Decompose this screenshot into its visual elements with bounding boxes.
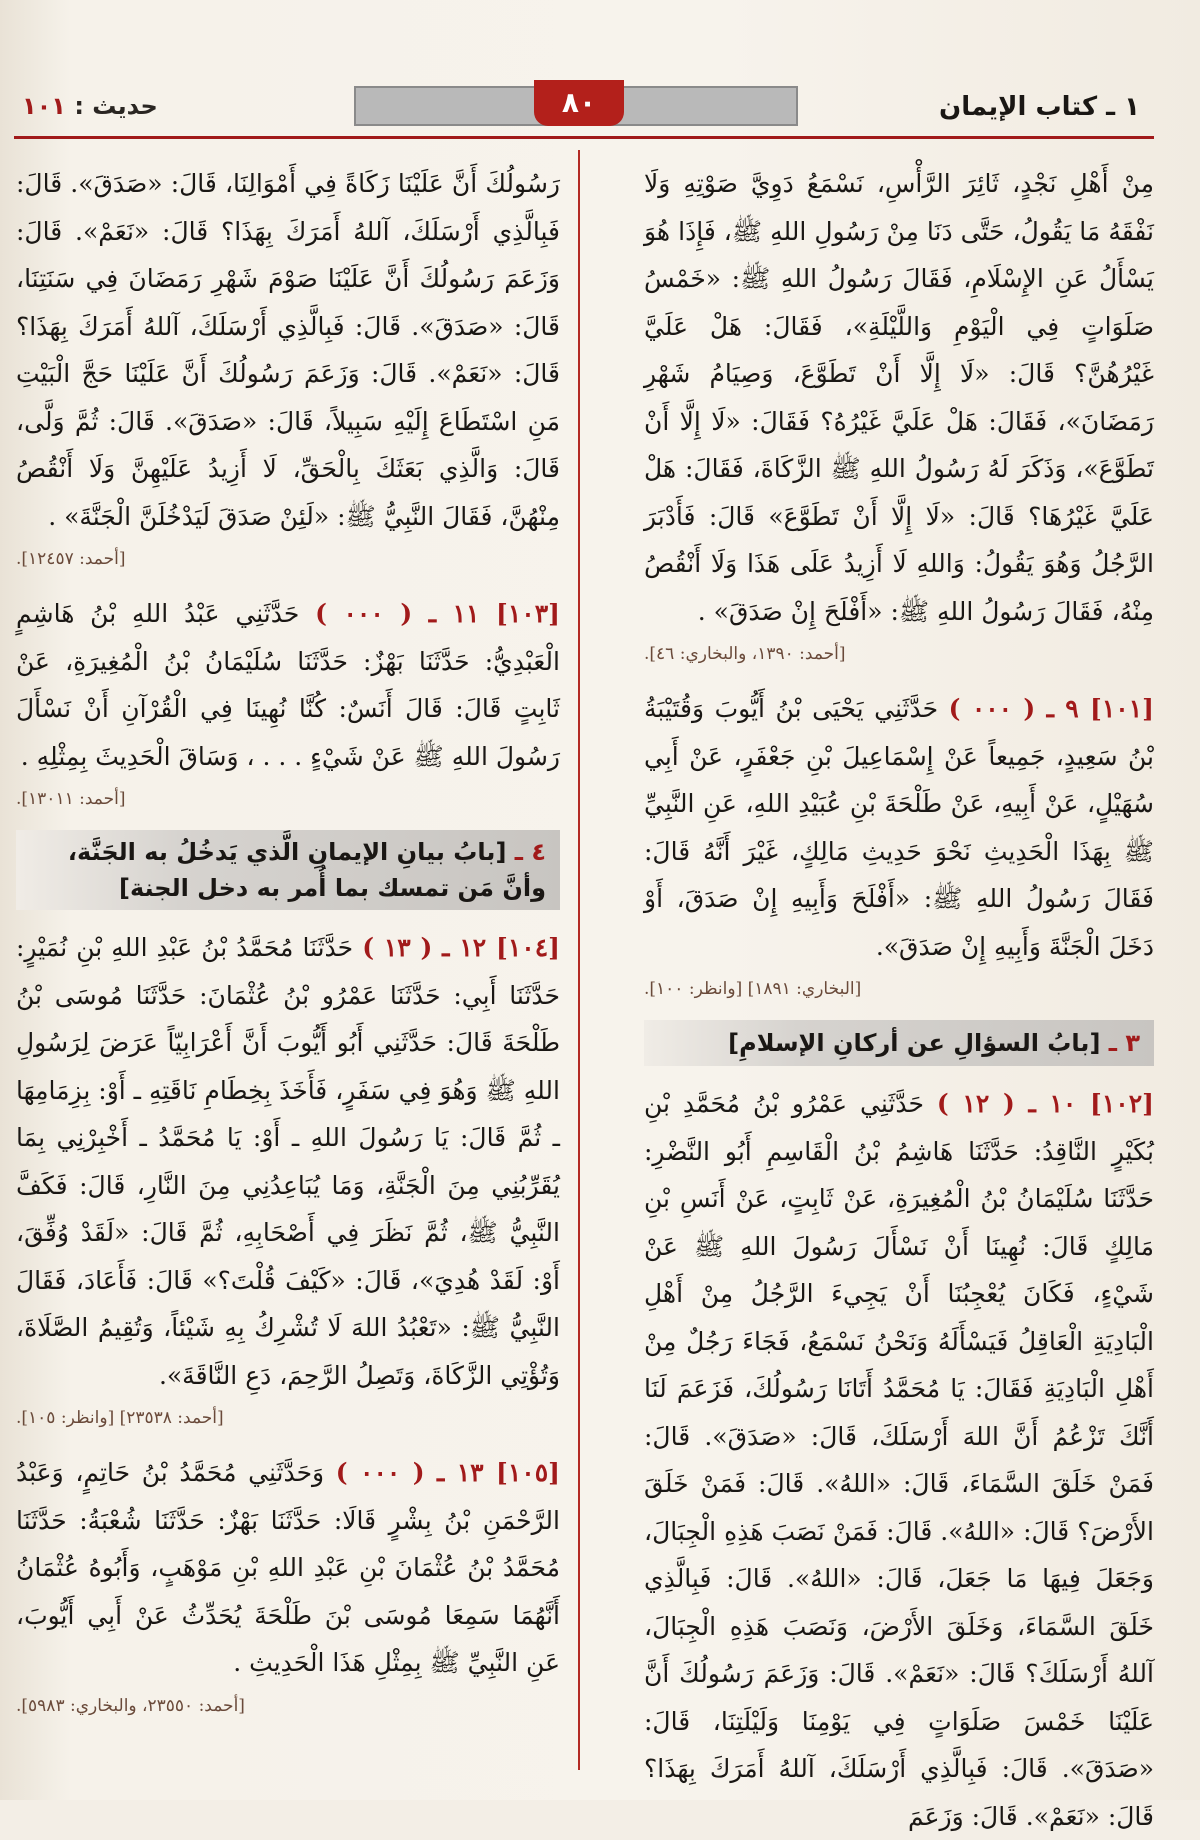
- chapter-heading-3: [644, 1020, 1154, 1066]
- right-column: [644, 160, 1154, 1831]
- chapter-title: [بابُ السؤالِ عن أركانِ الإسلامِ]: [728, 1029, 1101, 1057]
- hadith-number: [١٠٣] ١١ ـ ( ٠٠٠ ): [315, 599, 560, 628]
- chapter-heading-4: [16, 830, 560, 910]
- hadith-105: [16, 1449, 560, 1687]
- reference-note: [أحمد: ١٣٠١١].: [16, 789, 126, 809]
- hadith-number: [١٠١] ٩ ـ ( ٠٠٠ ): [948, 694, 1154, 723]
- book-title: ١ ـ كتاب الإيمان: [939, 92, 1140, 122]
- chapter-number: ٤ ـ: [514, 838, 546, 866]
- hadith-102: [644, 1080, 1154, 1840]
- hadith-range: [22, 92, 158, 120]
- hadith-number: [١٠٢] ١٠ ـ ( ١٢ ): [936, 1089, 1154, 1118]
- hadith-text: حَدَّثَنِي يَحْيَى بْنُ أَيُّوبَ وَقُتَيْبَةُ بْنُ سَعِيدٍ، جَمِيعاً عَنْ إِسْمَاعِيلَ بْنِ جَعْفَرٍ، عَنْ أَبِي سُهَيْلٍ، عَنْ أَبِيهِ، عَنْ طَلْحَةَ بْنِ عُبَيْدِ اللهِ، عَنِ النَّبِيِّ ﷺ بِهَذَا الْحَدِيثِ نَحْوَ حَدِيثِ مَالِكٍ، غَيْرَ أَنَّهُ قَالَ: فَقَالَ رَسُولُ اللهِ ﷺ: «أَفْلَحَ وَأَبِيهِ إِنْ صَدَقَ، أَوْ دَخَلَ الْجَنَّةَ وَأَبِيهِ إِنْ صَدَقَ».: [644, 694, 1154, 961]
- hadith-range-number: ١٠١: [22, 92, 66, 120]
- reference-note: [أحمد: ١٣٩٠، والبخاري: ٤٦].: [644, 644, 846, 664]
- chapter-title-line-2: وأنَّ مَن تمسك بما أُمر به دخل الجنة]: [118, 874, 546, 902]
- reference-note: [البخاري: ١٨٩١] [وانظر: ١٠٠].: [644, 979, 862, 999]
- left-column: [16, 160, 560, 1770]
- page-number: ٨٠: [534, 80, 624, 126]
- chapter-title-line-1: ٤ ـ [بابُ بيانِ الإيمانِ الَّذي يَدخُلُ به الجَنَّة،: [67, 838, 546, 866]
- chapter-number: ٣ ـ: [1108, 1029, 1140, 1057]
- reference-note: [أحمد: ١٢٤٥٧].: [16, 549, 126, 569]
- reference-note: [أحمد: ٢٣٥٣٨] [وانظر: ١٠٥].: [16, 1408, 224, 1428]
- page-header: [14, 86, 1154, 136]
- text-paragraph: رَسُولُكَ أَنَّ عَلَيْنَا زَكَاةً فِي أَمْوَالِنَا، قَالَ: «صَدَقَ». قَالَ: فَبِالَّذِي أَرْسَلَكَ، آللهُ أَمَرَكَ بِهَذَا؟ قَالَ: «نَعَمْ». قَالَ: وَزَعَمَ رَسُولُكَ أَنَّ عَلَيْنَا صَوْمَ شَهْرِ رَمَضَانَ فِي سَنَتِنَا، قَالَ: «صَدَقَ». قَالَ: فَبِالَّذِي أَرْسَلَكَ، آللهُ أَمَرَكَ بِهَذَا؟ قَالَ: «نَعَمْ». قَالَ: وَزَعَمَ رَسُولُكَ أَنَّ عَلَيْنَا حَجَّ الْبَيْتِ مَنِ اسْتَطَاعَ إِلَيْهِ سَبِيلاً، قَالَ: «صَدَقَ». قَالَ: ثُمَّ وَلَّى، قَالَ: وَالَّذِي بَعَثَكَ بِالْحَقِّ، لَا أَزِيدُ عَلَيْهِنَّ وَلَا أَنْقُصُ مِنْهُنَّ، فَقَالَ النَّبِيُّ ﷺ: «لَئِنْ صَدَقَ لَيَدْخُلَنَّ الْجَنَّةَ» .: [16, 169, 560, 531]
- hadith-number: [١٠٤] ١٢ ـ ( ١٣ ): [362, 933, 560, 962]
- hadith-103: [16, 590, 560, 780]
- text-paragraph: مِنْ أَهْلِ نَجْدٍ، ثَائِرَ الرَّأْسِ، نَسْمَعُ دَوِيَّ صَوْتِهِ وَلَا نَفْقَهُ مَا يَقُولُ، حَتَّى دَنَا مِنْ رَسُولِ اللهِ ﷺ، فَإِذَا هُوَ يَسْأَلُ عَنِ الإِسْلَامِ، فَقَالَ رَسُولُ اللهِ ﷺ: «خَمْسُ صَلَوَاتٍ فِي الْيَوْمِ وَاللَّيْلَةِ»، فَقَالَ: هَلْ عَلَيَّ غَيْرُهُنَّ؟ قَالَ: «لَا إِلَّا أَنْ تَطَوَّعَ، وَصِيَامُ شَهْرِ رَمَضَانَ»، فَقَالَ: هَلْ عَلَيَّ غَيْرُهُ؟ فَقَالَ: «لَا إِلَّا أَنْ تَطَوَّعَ»، وَذَكَرَ لَهُ رَسُولُ اللهِ ﷺ الزَّكَاةَ، فَقَالَ: هَلْ عَلَيَّ غَيْرُهَا؟ قَالَ: «لَا إِلَّا أَنْ تَطَوَّعَ» قَالَ: فَأَدْبَرَ الرَّجُلُ وَهُوَ يَقُولُ: وَاللهِ لَا أَزِيدُ عَلَى هَذَا وَلَا أَنْقُصُ مِنْهُ، فَقَالَ رَسُولُ اللهِ ﷺ: «أَفْلَحَ إِنْ صَدَقَ» .: [644, 169, 1154, 626]
- hadith-text: وَحَدَّثَنِي مُحَمَّدُ بْنُ حَاتِمٍ، وَعَبْدُ الرَّحْمَنِ بْنُ بِشْرٍ قَالَا: حَدَّثَنَا بَهْزٌ: حَدَّثَنَا شُعْبَةُ: حَدَّثَنَا مُحَمَّدُ بْنُ عُثْمَانَ بْنِ عَبْدِ اللهِ بْنِ مَوْهَبٍ، وَأَبُوهُ عُثْمَانُ أَنَّهُمَا سَمِعَا مُوسَى بْنَ طَلْحَةَ يُحَدِّثُ عَنْ أَبِي أَيُّوبَ، عَنِ النَّبِيِّ ﷺ بِمِثْلِ هَذَا الْحَدِيثِ .: [16, 1458, 560, 1677]
- reference-note: [أحمد: ٢٣٥٥٠، والبخاري: ٥٩٨٣].: [16, 1695, 245, 1716]
- hadith-text: حَدَّثَنِي عَبْدُ اللهِ بْنُ هَاشِمٍ الْعَبْدِيُّ: حَدَّثَنَا بَهْزٌ: حَدَّثَنَا سُلَيْمَانُ بْنُ الْمُغِيرَةِ، عَنْ ثَابِتٍ قَالَ: قَالَ أَنَسٌ: كُنَّا نُهِينَا فِي الْقُرْآنِ أَنْ نَسْأَلَ رَسُولَ اللهِ ﷺ عَنْ شَيْءٍ . . . ، وَسَاقَ الْحَدِيثَ بِمِثْلِهِ .: [16, 599, 560, 771]
- hadith-label: حديث :: [74, 92, 158, 120]
- hadith-text: حَدَّثَنَا مُحَمَّدُ بْنُ عَبْدِ اللهِ بْنِ نُمَيْرٍ: حَدَّثَنَا أَبِي: حَدَّثَنَا عَمْرُو بْنُ عُثْمَانَ: حَدَّثَنَا مُوسَى بْنُ طَلْحَةَ قَالَ: حَدَّثَنِي أَبُو أَيُّوبَ أَنَّ أَعْرَابِيّاً عَرَضَ لِرَسُولِ اللهِ ﷺ وَهُوَ فِي سَفَرٍ، فَأَخَذَ بِخِطَامِ نَاقَتِهِ ـ أَوْ: بِزِمَامِهَا ـ ثُمَّ قَالَ: يَا رَسُولَ اللهِ ـ أَوْ: يَا مُحَمَّدُ ـ أَخْبِرْنِي بِمَا يُقَرِّبُنِي مِنَ الْجَنَّةِ، وَمَا يُبَاعِدُنِي مِنَ النَّارِ، قَالَ: فَكَفَّ النَّبِيُّ ﷺ، ثُمَّ نَظَرَ فِي أَصْحَابِهِ، ثُمَّ قَالَ: «لَقَدْ وُفِّقَ، أَوْ: لَقَدْ هُدِيَ»، قَالَ: «كَيْفَ قُلْتَ؟» قَالَ: فَأَعَادَ، فَقَالَ النَّبِيُّ ﷺ: «تَعْبُدُ اللهَ لَا تُشْرِكُ بِهِ شَيْئاً، وَتُقِيمُ الصَّلَاةَ، وَتُؤْتِي الزَّكَاةَ، وَتَصِلُ الرَّحِمَ، دَعِ النَّاقَةَ».: [16, 933, 560, 1390]
- hadith-text: حَدَّثَنِي عَمْرُو بْنُ مُحَمَّدِ بْنِ بُكَيْرٍ النَّاقِدُ: حَدَّثَنَا هَاشِمُ بْنُ الْقَاسِمِ أَبُو النَّضْرِ: حَدَّثَنَا سُلَيْمَانُ بْنُ الْمُغِيرَةِ، عَنْ ثَابِتٍ، عَنْ أَنَسِ بْنِ مَالِكٍ قَالَ: نُهِينَا أَنْ نَسْأَلَ رَسُولَ اللهِ ﷺ عَنْ شَيْءٍ، فَكَانَ يُعْجِبُنَا أَنْ يَجِيءَ الرَّجُلُ مِنْ أَهْلِ الْبَادِيَةِ الْعَاقِلُ فَيَسْأَلَهُ وَنَحْنُ نَسْمَعُ، فَجَاءَ رَجُلٌ مِنْ أَهْلِ الْبَادِيَةِ فَقَالَ: يَا مُحَمَّدُ أَتَانَا رَسُولُكَ، فَزَعَمَ لَنَا أَنَّكَ تَزْعُمُ أَنَّ اللهَ أَرْسَلَكَ، قَالَ: «صَدَقَ». قَالَ: فَمَنْ خَلَقَ السَّمَاءَ، قَالَ: «اللهُ». قَالَ: فَمَنْ خَلَقَ الأَرْضَ؟ قَالَ: «اللهُ». قَالَ: فَمَنْ نَصَبَ هَذِهِ الْجِبَالَ، وَجَعَلَ فِيهَا مَا جَعَلَ، قَالَ: «اللهُ». قَالَ: فَبِالَّذِي خَلَقَ السَّمَاءَ، وَخَلَقَ الأَرْضَ، وَنَصَبَ هَذِهِ الْجِبَالَ، آللهُ أَرْسَلَكَ؟ قَالَ: «نَعَمْ». قَالَ: وَزَعَمَ رَسُولُكَ أَنَّ عَلَيْنَا خَمْسَ صَلَوَاتٍ فِي يَوْمِنَا وَلَيْلَتِنَا، قَالَ: «صَدَقَ». قَالَ: فَبِالَّذِي أَرْسَلَكَ، آللهُ أَمَرَكَ بِهَذَا؟ قَالَ: «نَعَمْ». قَالَ: وَزَعَمَ: [644, 1089, 1154, 1831]
- hadith-number: [١٠٥] ١٣ ـ ( ٠٠٠ ): [335, 1458, 560, 1487]
- hadith-101: [644, 685, 1154, 970]
- hadith-104: [16, 924, 560, 1399]
- header-rule: [14, 136, 1154, 139]
- column-divider: [578, 150, 580, 1770]
